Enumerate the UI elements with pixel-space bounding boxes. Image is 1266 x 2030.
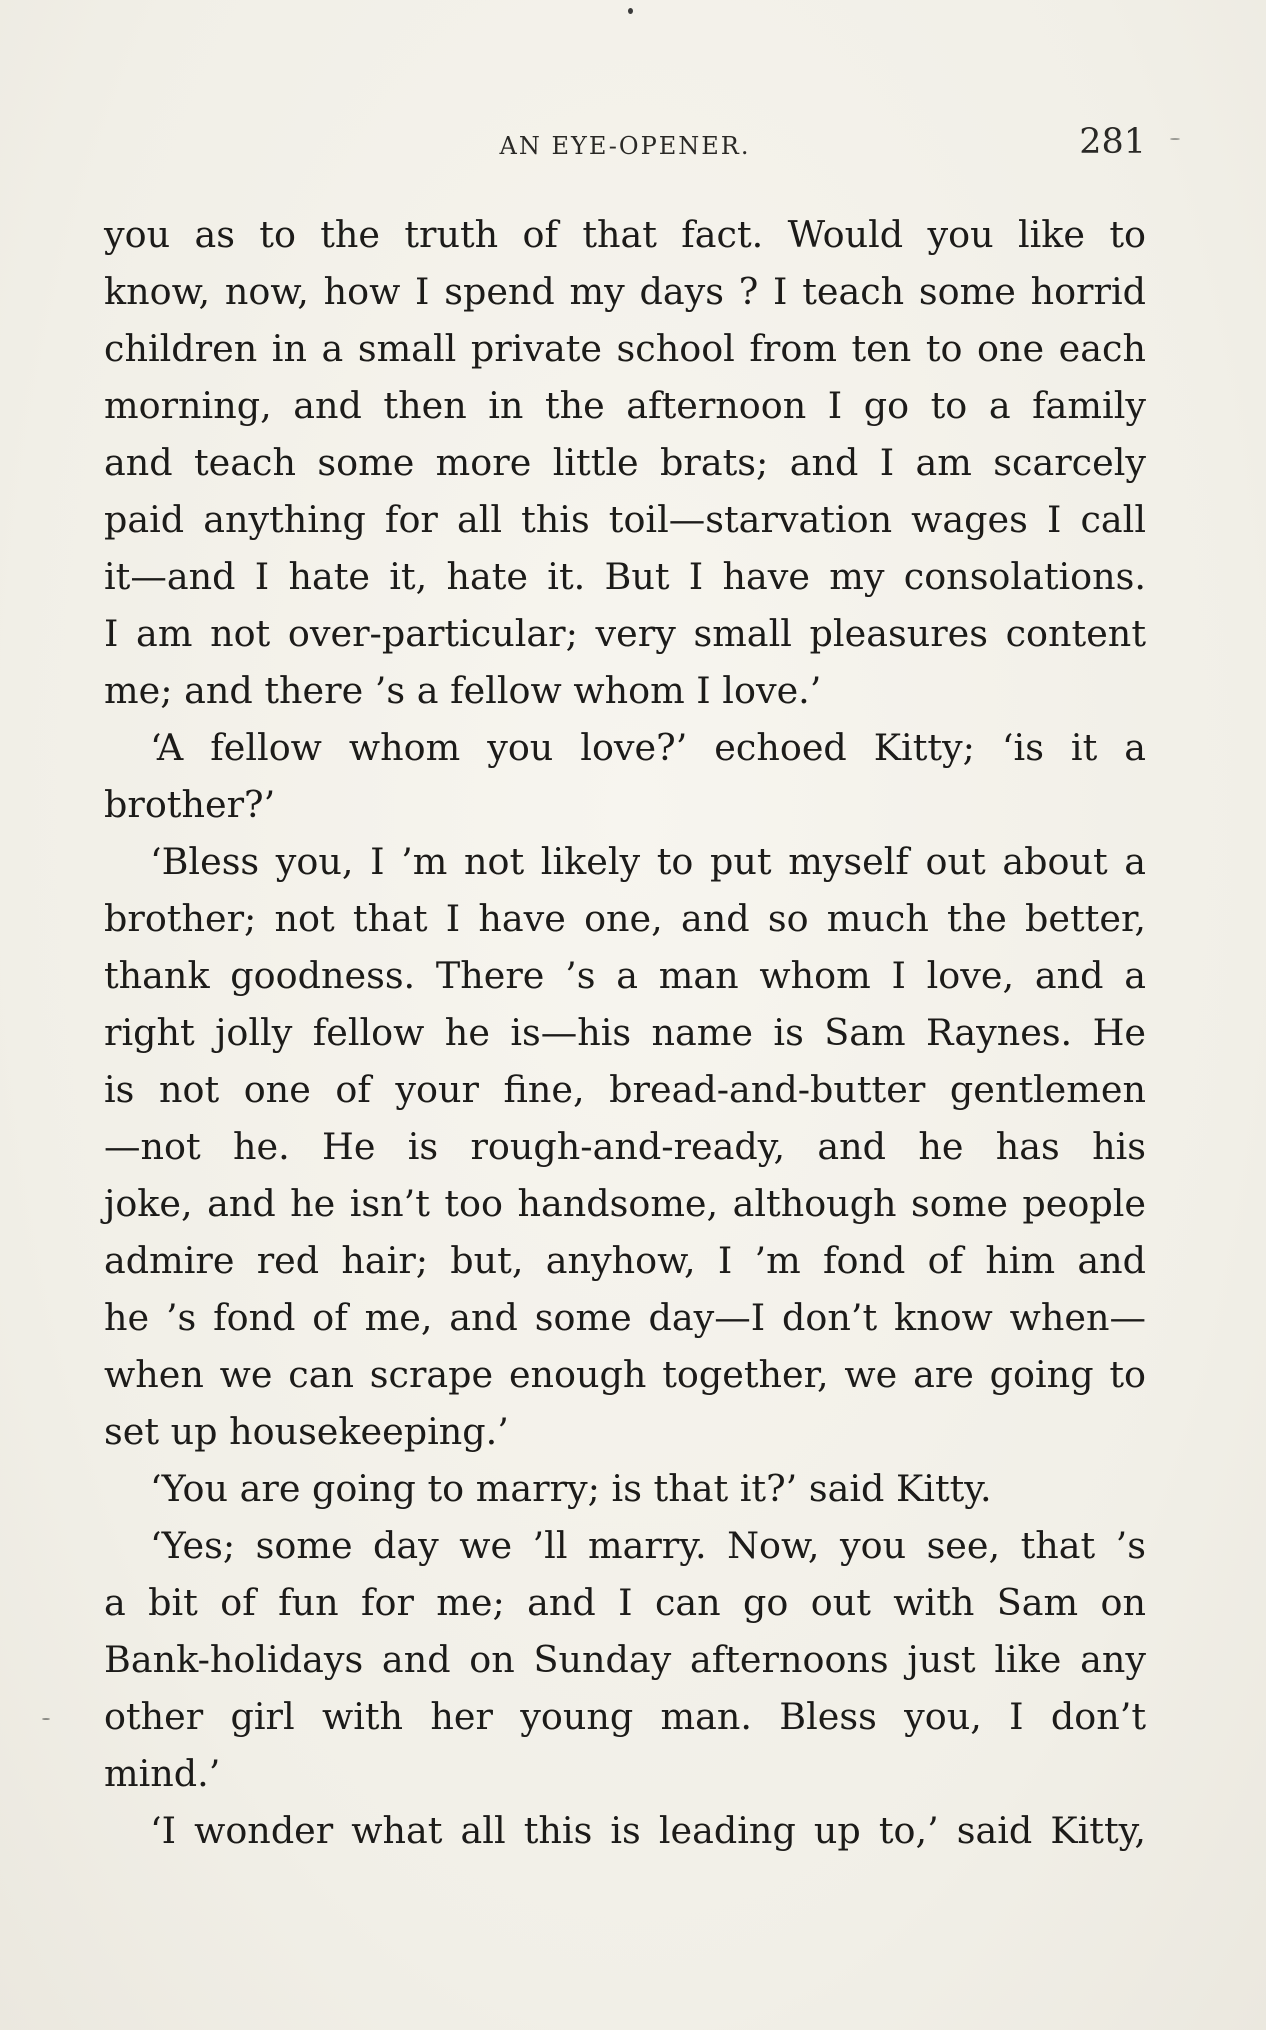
page-number: 281 xyxy=(1079,122,1146,162)
text-line: when we can scrape enough together, we are going to xyxy=(104,1353,1146,1396)
text-line: ‘Bless you, I ’m not likely to put myself out about a xyxy=(150,840,1146,883)
text-line: me; and there ’s a fellow whom I love.’ xyxy=(104,669,822,712)
text-line: ‘You are going to marry; is that it?’ said Kitty. xyxy=(150,1467,992,1510)
running-head xyxy=(104,122,1146,166)
text-line: ‘Yes; some day we ’ll marry. Now, you see, that ’s xyxy=(150,1524,1146,1567)
text-line: —not he. He is rough-and-ready, and he has his xyxy=(104,1125,1146,1168)
text-line: admire red hair; but, anyhow, I ’m fond of him and xyxy=(104,1239,1146,1282)
text-line: I am not over-particular; very small pleasures content xyxy=(104,612,1146,655)
text-line: brother?’ xyxy=(104,783,276,826)
text-line: ‘A fellow whom you love?’ echoed Kitty; ‘is it a xyxy=(150,726,1146,769)
running-title: AN EYE-OPENER. xyxy=(499,132,751,160)
text-line: know, now, how I spend my days ? I teach some horrid xyxy=(104,270,1146,313)
text-line: morning, and then in the afternoon I go to a family xyxy=(104,384,1146,427)
text-line: joke, and he isn’t too handsome, although some people xyxy=(104,1182,1146,1225)
text-line: and teach some more little brats; and I am scarcely xyxy=(104,441,1146,484)
text-line: set up housekeeping.’ xyxy=(104,1410,509,1453)
text-line: a bit of fun for me; and I can go out with Sam on xyxy=(104,1581,1146,1624)
print-speck xyxy=(1170,138,1180,140)
text-line: children in a small private school from ten to one each xyxy=(104,327,1146,370)
text-line: right jolly fellow he is—his name is Sam Raynes. He xyxy=(104,1011,1146,1054)
body-text xyxy=(104,206,1146,1859)
text-line: ‘I wonder what all this is leading up to,’ said Kitty, xyxy=(150,1809,1146,1852)
text-line: is not one of your fine, bread-and-butter gentlemen xyxy=(104,1068,1146,1111)
text-line: brother; not that I have one, and so much the better, xyxy=(104,897,1146,940)
text-line: other girl with her young man. Bless you, I don’t xyxy=(104,1695,1146,1738)
text-line: mind.’ xyxy=(104,1752,221,1795)
text-line: paid anything for all this toil—starvation wages I call xyxy=(104,498,1146,541)
print-speck xyxy=(42,1718,50,1720)
text-line: you as to the truth of that fact. Would you like to xyxy=(104,213,1146,256)
text-line: it—and I hate it, hate it. But I have my consolations. xyxy=(104,555,1146,598)
text-line: he ’s fond of me, and some day—I don’t know when— xyxy=(104,1296,1146,1339)
print-speck xyxy=(628,8,633,14)
text-line: Bank-holidays and on Sunday afternoons just like any xyxy=(104,1638,1146,1681)
text-line: thank goodness. There ’s a man whom I love, and a xyxy=(104,954,1146,997)
